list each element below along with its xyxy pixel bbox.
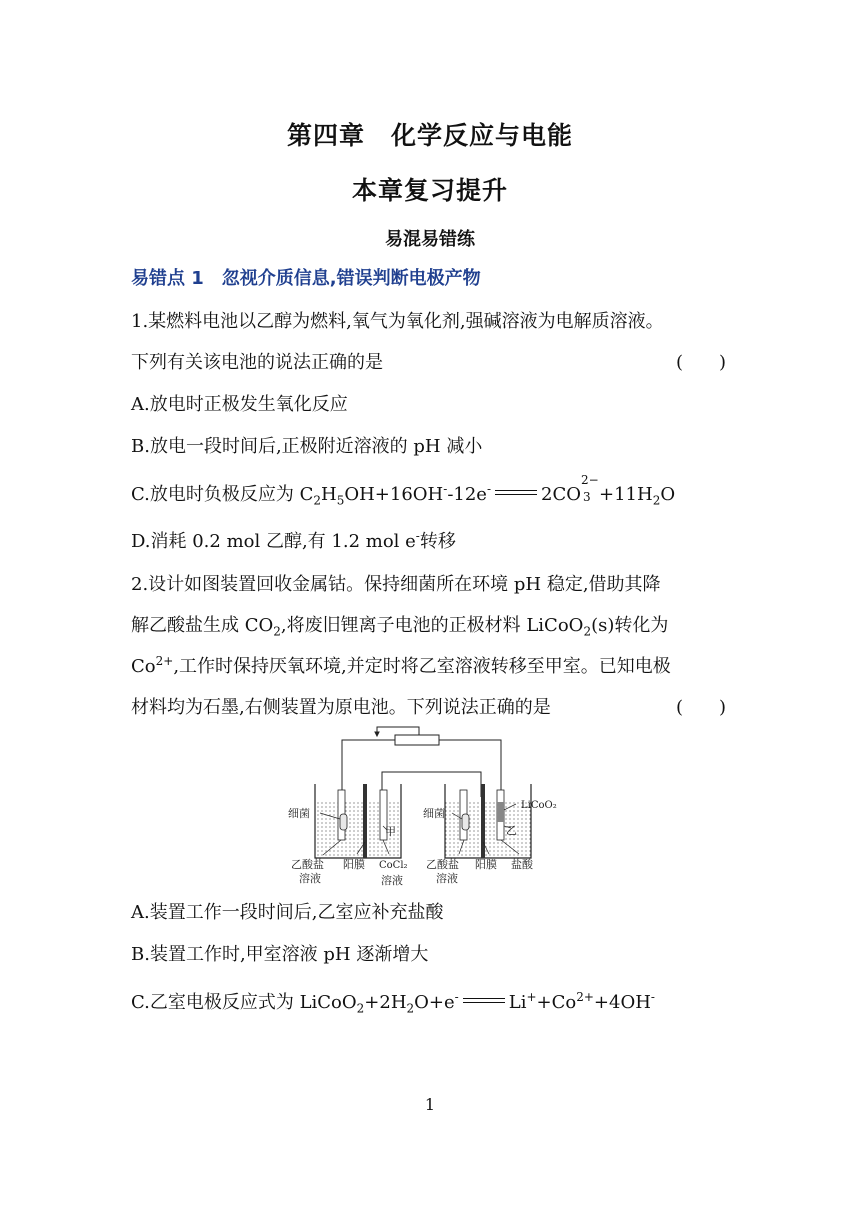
right-cell (445, 784, 531, 858)
label-membrane-left: 阳膜 (343, 858, 365, 871)
label-chamber-yi: 乙 (506, 824, 517, 837)
q2-line3: $Co^{2+}$,工作时保持厌氧环境,并定时将乙室溶液转移至甲室。已知电极 (131, 654, 671, 677)
q2-c-mid2: O+e (414, 992, 455, 1013)
section-title: 易混易错练 (385, 229, 475, 250)
q1-stem-line1: 1.某燃料电池以乙醇为燃料,氧气为氧化剂,强碱溶液为电解质溶液。 (131, 311, 664, 332)
q1-option-b[interactable]: B.放电一段时间后,正极附近溶液的 pH 减小 (131, 436, 483, 457)
q2-answer-paren: ( ) (676, 697, 727, 718)
label-membrane-right: 阳膜 (475, 858, 497, 871)
q2-line2-b: ,将废旧锂离子电池的正极材料 LiCoO (280, 615, 584, 636)
page-number: 1 (424, 1095, 436, 1114)
q2-line4: 材料均为石墨,右侧装置为原电池。下列说法正确的是 (131, 697, 551, 718)
q1-answer-paren: ( ) (676, 352, 727, 373)
label-acetate-right-2: 溶液 (436, 872, 458, 885)
q2-option-c[interactable]: C.乙室电极反应式为 $LiCoO_2+2H_2O+e^-$ $Li^++Co^{2+}+4OH^-$ (131, 990, 655, 1016)
q2-line2: 解乙酸盐生成 $CO_2$,将废旧锂离子电池的正极材料 LiCoO$_2$(s)转化为 (131, 615, 669, 639)
q2-line2-c: (s)转化为 (591, 615, 669, 636)
q1-c-prefix: C.放电时负极反应为 C (131, 484, 314, 505)
label-licoo2: LiCoO₂ (521, 800, 557, 811)
q2-line3-a: Co (131, 656, 156, 677)
q1-d-prefix: D.消耗 0.2 mol 乙醇,有 1.2 mol e (131, 531, 416, 552)
q2-line3-b: ,工作时保持厌氧环境,并定时将乙室溶液转移至甲室。已知电极 (173, 656, 671, 677)
label-hcl: 盐酸 (511, 858, 533, 871)
q2-c-after2: +Co (536, 992, 577, 1013)
label-cocl2-solution: 溶液 (381, 874, 403, 887)
error-point-heading: 易错点 1 忽视介质信息,错误判断电极产物 (131, 268, 481, 289)
q1-option-a[interactable]: A.放电时正极发生氧化反应 (131, 394, 348, 415)
q1-stem-line2: 下列有关该电池的说法正确的是 (131, 352, 383, 373)
q1-option-c[interactable]: C.放电时负极反应为 $C_2H_5OH+16OH^--12e^-$ 2CO 2− 3 $+11H_2O$ (131, 473, 676, 508)
label-bacteria-left: 细菌 (288, 807, 310, 820)
q2-c-mid: +2H (364, 992, 407, 1013)
left-cell (315, 784, 401, 858)
q1-d-suffix: 转移 (419, 531, 456, 552)
label-cocl2: CoCl₂ (379, 860, 408, 871)
q2-option-b[interactable]: B.装置工作时,甲室溶液 pH 逐渐增大 (131, 944, 429, 965)
q1-option-d[interactable]: D.消耗 0.2 mol 乙醇,有 1.2 mol e-转移 (131, 529, 456, 552)
equals-sign-icon (463, 998, 505, 1008)
label-acetate-left: 乙酸盐 (291, 858, 324, 871)
equals-sign-icon (495, 490, 537, 500)
q2-line2-a: 解乙酸盐生成 CO (131, 615, 274, 636)
q2-c-prefix: C.乙室电极反应式为 LiCoO (131, 992, 357, 1013)
electrolysis-apparatus-diagram (285, 722, 577, 892)
q1-c-suffix: +11H (599, 484, 653, 505)
label-bacteria-right: 细菌 (423, 807, 445, 820)
chapter-title: 第四章 化学反应与电能 (286, 121, 573, 150)
carbonate-charge: 2− 3 (581, 473, 599, 504)
label-acetate-left-2: 溶液 (299, 872, 321, 885)
q2-c-after: Li (508, 992, 527, 1013)
q2-c-after3: +4OH (593, 992, 651, 1013)
label-chamber-jia: 甲 (385, 825, 396, 838)
page-subtitle: 本章复习提升 (351, 176, 508, 205)
q2-option-a[interactable]: A.装置工作一段时间后,乙室应补充盐酸 (131, 902, 444, 923)
q2-line1: 2.设计如图装置回收金属钴。保持细菌所在环境 pH 稳定,借助其降 (131, 574, 661, 595)
label-acetate-right: 乙酸盐 (426, 858, 459, 871)
